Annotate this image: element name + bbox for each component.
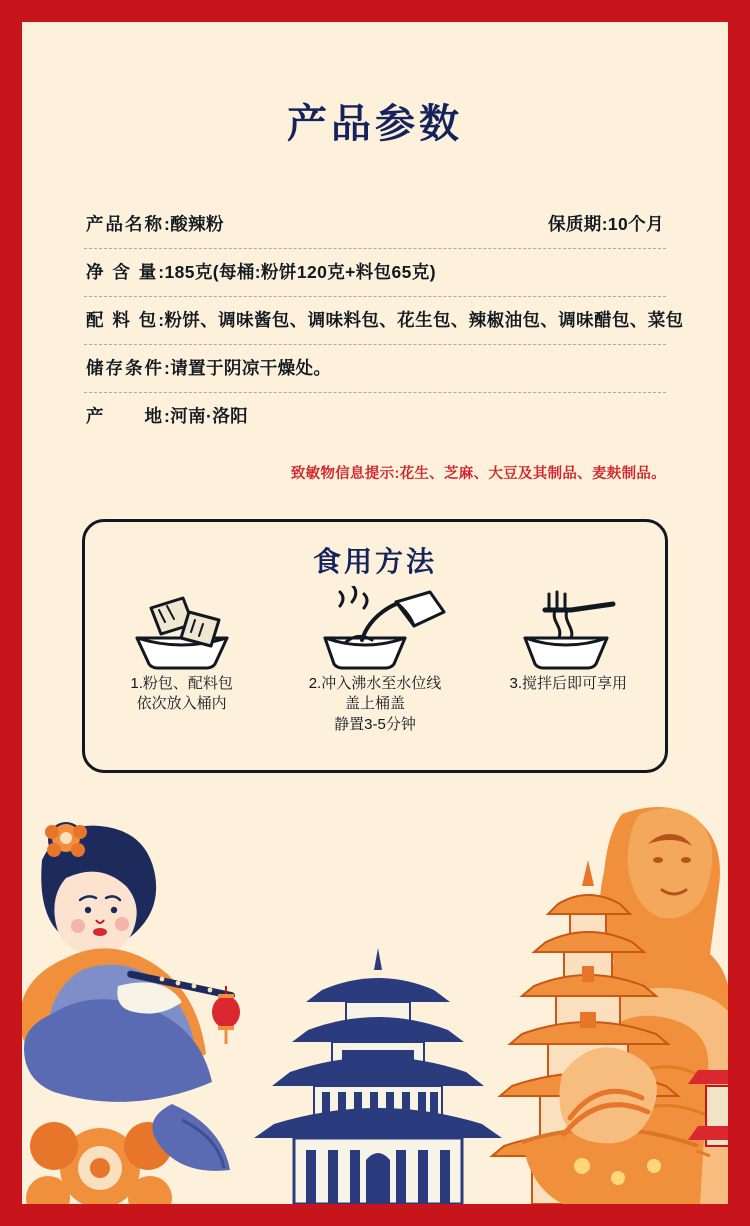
how-to-use-panel bbox=[82, 519, 668, 773]
spec-row bbox=[84, 249, 666, 297]
stir-and-eat-icon bbox=[476, 586, 661, 670]
spec-label: 产品名称 bbox=[86, 214, 164, 234]
how-to-step bbox=[282, 586, 467, 735]
spec-origin: 产 地:河南·洛阳 bbox=[86, 406, 249, 426]
spec-label: 配 料 包 bbox=[86, 310, 159, 330]
spec-label: 产 地 bbox=[86, 406, 164, 426]
packets-into-bowl-icon bbox=[89, 586, 274, 670]
spec-shelf-life: 保质期:10个月 bbox=[547, 214, 664, 234]
spec-list bbox=[84, 201, 684, 440]
how-to-use-title: 食用方法 bbox=[312, 545, 437, 578]
spec-row bbox=[84, 345, 666, 393]
spec-label: 净 含 量 bbox=[86, 262, 159, 282]
spec-value: 185克(每桶:粉饼120克+料包65克) bbox=[164, 262, 436, 282]
how-to-step bbox=[89, 586, 274, 735]
spec-ingredients: 配 料 包:粉饼、调味酱包、调味料包、花生包、辣椒油包、调味醋包、菜包 bbox=[86, 310, 684, 330]
spec-value: 河南·洛阳 bbox=[170, 406, 249, 426]
how-to-step bbox=[476, 586, 661, 735]
spec-row bbox=[84, 393, 666, 440]
bottom-illustration bbox=[22, 774, 728, 1204]
spec-value: 粉饼、调味酱包、调味料包、花生包、辣椒油包、调味醋包、菜包 bbox=[164, 310, 684, 330]
allergen-notice: 致敏物信息提示:花生、芝麻、大豆及其制品、麦麸制品。 bbox=[290, 466, 666, 482]
spec-value-right: 10个月 bbox=[607, 214, 664, 234]
spec-value: 酸辣粉 bbox=[170, 214, 224, 234]
flute-girl bbox=[22, 822, 240, 1204]
spec-value: 请置于阴凉干燥处。 bbox=[170, 358, 332, 378]
peony-flowers bbox=[26, 1104, 230, 1204]
spec-row bbox=[84, 297, 684, 345]
spec-row bbox=[84, 201, 666, 249]
spec-name-product: 产品名称:酸辣粉 bbox=[86, 214, 224, 234]
how-to-step-caption: 2.冲入沸水至水位线 盖上桶盖 静置3-5分钟 bbox=[308, 675, 442, 733]
spec-label: 储存条件 bbox=[86, 358, 164, 378]
spec-net-weight: 净 含 量:185克(每桶:粉饼120克+料包65克) bbox=[86, 262, 436, 282]
spec-storage: 储存条件:请置于阴凉干燥处。 bbox=[86, 358, 332, 378]
how-to-step-caption: 3.搅拌后即可享用 bbox=[509, 675, 628, 692]
pour-boiling-water-icon bbox=[282, 586, 467, 670]
how-to-use-steps bbox=[85, 586, 665, 735]
city-gate-tower bbox=[254, 948, 502, 1204]
spec-label-right: 保质期 bbox=[547, 214, 602, 234]
product-spec-page bbox=[22, 22, 728, 1204]
how-to-step-caption: 1.粉包、配料包 依次放入桶内 bbox=[130, 675, 233, 713]
page-title: 产品参数 bbox=[287, 101, 463, 147]
